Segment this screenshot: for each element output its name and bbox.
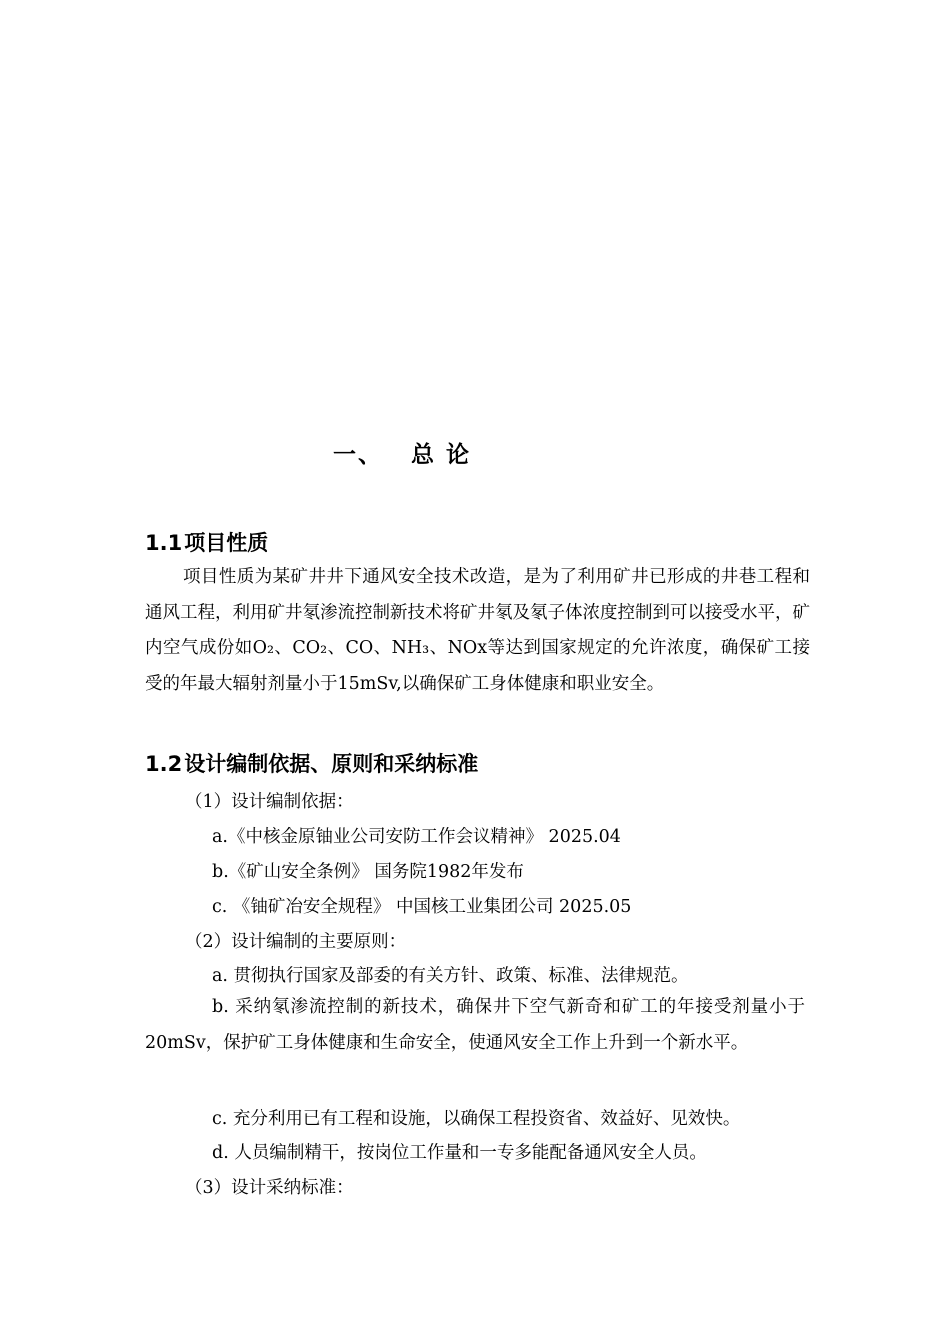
basis-item-b: b.《矿山安全条例》 国务院1982年发布	[212, 862, 524, 882]
section-heading-1-1	[145, 527, 268, 557]
principle-item-b-paragraph	[145, 989, 805, 1061]
principle-item-d: d. 人员编制精干，按岗位工作量和一专多能配备通风安全人员。	[212, 1143, 707, 1163]
basis-item-a: a.《中核金原铀业公司安防工作会议精神》 2025.04	[212, 827, 621, 847]
principles-label: （2）设计编制的主要原则：	[185, 932, 407, 952]
chapter-title	[333, 436, 471, 469]
principle-item-c: c. 充分利用已有工程和设施，以确保工程投资省、效益好、见效快。	[212, 1109, 741, 1129]
section-heading-1-2	[145, 748, 478, 778]
principle-item-a: a. 贯彻执行国家及部委的有关方针、政策、标准、法律规范。	[212, 966, 689, 986]
section-number: 1.2	[145, 752, 183, 776]
chapter-number: 一、	[333, 442, 383, 468]
section-number: 1.1	[145, 531, 183, 555]
chapter-title-text: 总 论	[411, 442, 472, 468]
paragraph-text: 项目性质为某矿井井下通风安全技术改造，是为了利用矿井已形成的井巷工程和通风工程，利用矿井氡渗流控制新技术将矿井氡及氡子体浓度控制到可以接受水平，矿内空气成份如O₂、CO₂、CO、NH₃、NOx等达到国家规定的允许浓度，确保矿工接受的年最大辐射剂量小于15mSv,以确保矿工身体健康和职业安全。	[145, 567, 810, 694]
standards-label: （3）设计采纳标准：	[185, 1178, 354, 1198]
principle-item-b: b. 采纳氡渗流控制的新技术，确保井下空气新奇和矿工的年接受剂量小于20mSv，保护矿工身体健康和生命安全，使通风安全工作上升到一个新水平。	[145, 997, 805, 1053]
project-nature-paragraph	[145, 560, 810, 702]
section-title: 设计编制依据、原则和采纳标准	[184, 752, 479, 776]
section-title: 项目性质	[184, 531, 269, 555]
basis-item-c: c. 《铀矿冶安全规程》 中国核工业集团公司 2025.05	[212, 897, 632, 917]
basis-label: （1）设计编制依据：	[185, 792, 354, 812]
